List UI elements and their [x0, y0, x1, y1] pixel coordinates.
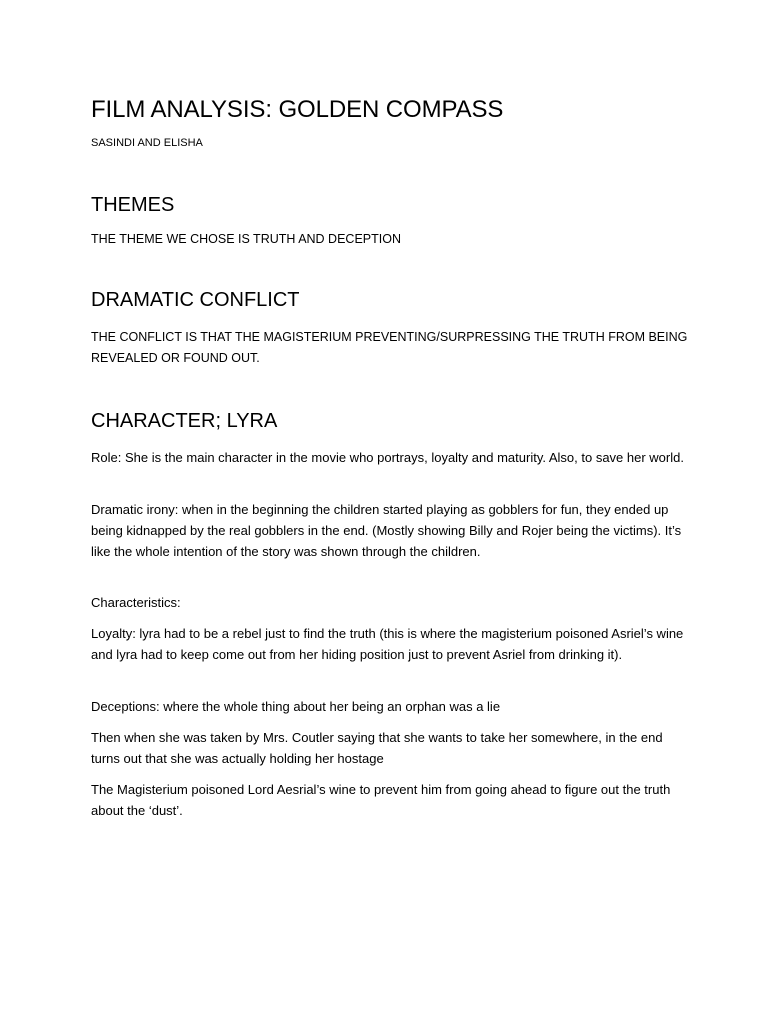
character-role-paragraph: Role: She is the main character in the movie who portrays, loyalty and maturity. Also, to save her world.	[91, 450, 684, 465]
document-authors: SASINDI AND ELISHA	[91, 137, 203, 149]
document-title: FILM ANALYSIS: GOLDEN COMPASS	[91, 96, 504, 123]
loyalty-paragraph: Loyalty: lyra had to be a rebel just to find the truth (this is where the magisterium poisoned Asriel’s wine and lyra had to keep come out from her hiding position just to prevent Asriel from drinking it).	[91, 626, 684, 662]
document-body	[91, 92, 691, 821]
dramatic-irony-paragraph: Dramatic irony: when in the beginning the children started playing as gobblers for fun, they ended up being kidnapped by the real gobblers in the end. (Mostly showing Billy and Rojer being the victims). It’s like the whole intention of the story was shown through the children.	[91, 502, 682, 559]
character-heading: CHARACTER; LYRA	[91, 410, 278, 432]
coutler-paragraph: Then when she was taken by Mrs. Coutler saying that she wants to take her somewhere, in the end turns out that she was actually holding her hostage	[91, 730, 663, 766]
themes-text: THE THEME WE CHOSE IS TRUTH AND DECEPTION	[91, 232, 401, 246]
deceptions-paragraph: Deceptions: where the whole thing about her being an orphan was a lie	[91, 699, 501, 714]
poisoned-wine-paragraph: The Magisterium poisoned Lord Aesrial’s wine to prevent him from going ahead to figure out the truth about the ‘dust’.	[91, 782, 671, 818]
characteristics-label: Characteristics:	[91, 595, 181, 610]
dramatic-conflict-text: THE CONFLICT IS THAT THE MAGISTERIUM PREVENTING/SURPRESSING THE TRUTH FROM BEING REVEALED OR FOUND OUT.	[91, 330, 688, 365]
dramatic-conflict-heading: DRAMATIC CONFLICT	[91, 289, 300, 311]
themes-heading: THEMES	[91, 194, 175, 216]
